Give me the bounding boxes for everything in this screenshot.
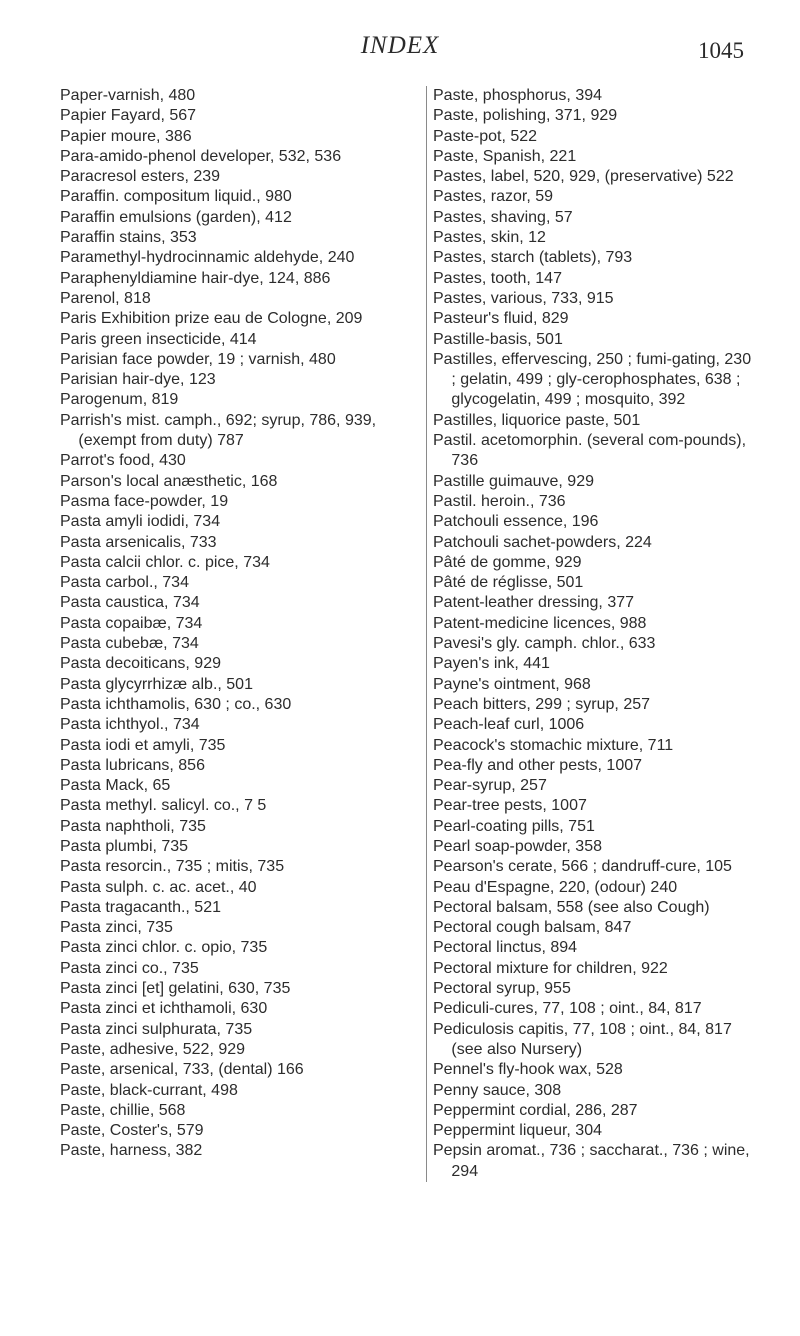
index-entry: Pasta zinci co., 735 (60, 959, 199, 977)
index-entry: Pastille guimauve, 929 (433, 472, 594, 490)
index-entry: Paste, phosphorus, 394 (433, 87, 603, 104)
index-entry: Pastes, various, 733, 915 (433, 289, 614, 307)
index-entry: Patchouli sachet-powders, 224 (433, 533, 652, 551)
index-entry: Pasta zinci sulphurata, 735 (60, 1020, 253, 1038)
index-entry: Pectoral linctus, 894 (433, 939, 578, 957)
index-entry: Pastil. acetomorphin. (several com-pounds), 736 (433, 432, 747, 470)
index-entry: Pasta glycyrrhizæ alb., 501 (60, 675, 253, 693)
index-entry: Pectoral cough balsam, 847 (433, 919, 632, 937)
index-entry: Pasta zinci chlor. c. opio, 735 (60, 939, 268, 957)
index-entry: Payen's ink, 441 (433, 655, 550, 673)
index-entry: Papier Fayard, 567 (60, 107, 197, 125)
index-entry: Parogenum, 819 (60, 391, 179, 409)
index-entry: Pastilles, effervescing, 250 ; fumi-gating, 230 ; gelatin, 499 ; gly-cerophosphates, 638 ; glycogelatin, 499 ; mosquito, 392 (433, 350, 752, 409)
index-entry: Paste, Spanish, 221 (433, 147, 577, 165)
index-entry: Pastes, skin, 12 (433, 229, 546, 247)
index-entry: Patent-leather dressing, 377 (433, 594, 635, 612)
index-entry: Peacock's stomachic mixture, 711 (433, 736, 674, 754)
index-entry: Paraffin stains, 353 (60, 229, 197, 247)
index-entry: Pastes, razor, 59 (433, 188, 554, 206)
index-entry: Pepsin aromat., 736 ; saccharat., 736 ; wine, 294 (433, 1142, 750, 1180)
index-entry: Papier moure, 386 (60, 127, 192, 145)
index-entry: Pasta resorcin., 735 ; mitis, 735 (60, 858, 285, 876)
index-entry: Paramethyl-hydrocinnamic aldehyde, 240 (60, 249, 355, 267)
index-entry: Pasta iodi et amyli, 735 (60, 736, 226, 754)
index-entry: Paris Exhibition prize eau de Cologne, 209 (60, 310, 363, 328)
index-entry: Parisian hair-dye, 123 (60, 371, 216, 389)
index-entry: Patent-medicine licences, 988 (433, 614, 647, 632)
index-entry: Paste, arsenical, 733, (dental) 166 (60, 1061, 304, 1079)
index-entry: Pasta lubricans, 856 (60, 756, 205, 774)
index-entry: Pasta naphtholi, 735 (60, 817, 206, 835)
index-entry: Paracresol esters, 239 (60, 168, 221, 186)
index-entry: Pasta arsenicalis, 733 (60, 533, 217, 551)
index-entry: Pasta Mack, 65 (60, 777, 171, 795)
index-entry: Pediculosis capitis, 77, 108 ; oint., 84, 817 (see also Nursery) (433, 1020, 732, 1058)
index-entry: Pediculi-cures, 77, 108 ; oint., 84, 817 (433, 1000, 702, 1018)
index-entry: Paraphenyldiamine hair-dye, 124, 886 (60, 269, 331, 287)
index-entry: Peppermint liqueur, 304 (433, 1122, 602, 1140)
index-entry: Pastes, label, 520, 929, (preservative) 522 (433, 168, 734, 186)
index-entry: Pearl soap-powder, 358 (433, 837, 602, 855)
index-entry: Parenol, 818 (60, 289, 151, 307)
index-entry: Paste, black-currant, 498 (60, 1081, 238, 1099)
index-entry: Pennel's fly-hook wax, 528 (433, 1061, 623, 1079)
index-entry: Pasta cubebæ, 734 (60, 635, 199, 653)
index-entry: Pasta plumbi, 735 (60, 837, 189, 855)
index-entry: Pear-tree pests, 1007 (433, 797, 587, 815)
index-entry: Pasta ichthamolis, 630 ; co., 630 (60, 695, 292, 713)
index-entry: Peau d'Espagne, 220, (odour) 240 (433, 878, 678, 896)
index-entry: Paste, polishing, 371, 929 (433, 107, 618, 125)
index-entry: Pastes, starch (tablets), 793 (433, 249, 633, 267)
index-entry: Pearson's cerate, 566 ; dandruff-cure, 105 (433, 858, 732, 876)
index-entry: Pasta sulph. c. ac. acet., 40 (60, 878, 257, 896)
index-entry: Pasta calcii chlor. c. pice, 734 (60, 553, 270, 571)
index-column-left (60, 86, 408, 1162)
index-entry: Pasta zinci [et] gelatini, 630, 735 (60, 980, 291, 998)
index-column-right (426, 86, 755, 1182)
index-entry: Patchouli essence, 196 (433, 513, 599, 531)
index-entry: Paraffin emulsions (garden), 412 (60, 208, 292, 226)
index-entry: Pastes, shaving, 57 (433, 208, 573, 226)
index-entry: Pear-syrup, 257 (433, 777, 547, 795)
index-entry: Pasta tragacanth., 521 (60, 898, 221, 916)
index-entry: Paraffin. compositum liquid., 980 (60, 188, 292, 206)
index-entry: Parrot's food, 430 (60, 452, 186, 470)
index-entry: Pasta copaibæ, 734 (60, 614, 203, 632)
index-entry: Pearl-coating pills, 751 (433, 817, 595, 835)
index-entry: Parson's local anæsthetic, 168 (60, 472, 278, 490)
index-entry: Peach bitters, 299 ; syrup, 257 (433, 695, 651, 713)
page-title: INDEX (360, 32, 440, 59)
index-entry: Parrish's mist. camph., 692; syrup, 786, 939, (exempt from duty) 787 (60, 411, 377, 450)
index-entry: Pasta ichthyol., 734 (60, 716, 200, 734)
index-entry: Pâté de réglisse, 501 (433, 574, 584, 592)
index-entry: Pectoral balsam, 558 (see also Cough) (433, 898, 710, 916)
page-number: 1045 (698, 38, 744, 63)
index-entry: Paste, Coster's, 579 (60, 1122, 204, 1140)
index-entry: Pasta caustica, 734 (60, 594, 200, 612)
index-entry: Paste, harness, 382 (60, 1142, 203, 1160)
index-entry: Pasta zinci, 735 (60, 919, 173, 937)
index-entry: Pasta carbol., 734 (60, 574, 189, 592)
index-entry: Penny sauce, 308 (433, 1081, 562, 1099)
index-entry: Pastille-basis, 501 (433, 330, 563, 348)
index-entry: Pasta methyl. salicyl. co., 7 5 (60, 797, 267, 815)
index-entry: Paste, adhesive, 522, 929 (60, 1040, 246, 1058)
index-entry: Paper-varnish, 480 (60, 87, 196, 104)
index-entry: Paris green insecticide, 414 (60, 330, 257, 348)
index-entry: Pea-fly and other pests, 1007 (433, 756, 643, 774)
index-entry: Para-amido-phenol developer, 532, 536 (60, 147, 342, 165)
index-entry: Pasta amyli iodidi, 734 (60, 513, 221, 531)
index-entry: Payne's ointment, 968 (433, 675, 591, 693)
index-entry: Pavesi's gly. camph. chlor., 633 (433, 635, 656, 653)
page-header (0, 32, 800, 72)
index-entry: Pasta zinci et ichthamoli, 630 (60, 1000, 268, 1018)
index-entry: Pâté de gomme, 929 (433, 553, 582, 571)
index-entry: Pasma face-powder, 19 (60, 492, 229, 510)
index-entry: Paste-pot, 522 (433, 127, 538, 145)
index-entry: Pectoral mixture for children, 922 (433, 959, 668, 977)
index-entry: Peach-leaf curl, 1006 (433, 716, 585, 734)
index-entry: Pastes, tooth, 147 (433, 269, 562, 287)
index-entry: Pastilles, liquorice paste, 501 (433, 411, 641, 429)
index-entry: Peppermint cordial, 286, 287 (433, 1101, 638, 1119)
index-entry: Pastil. heroin., 736 (433, 492, 566, 510)
index-entry: Pasteur's fluid, 829 (433, 310, 569, 328)
index-entry: Pectoral syrup, 955 (433, 980, 571, 998)
index-entry: Parisian face powder, 19 ; varnish, 480 (60, 350, 336, 368)
index-entry: Paste, chillie, 568 (60, 1101, 186, 1119)
index-entry: Pasta decoiticans, 929 (60, 655, 221, 673)
